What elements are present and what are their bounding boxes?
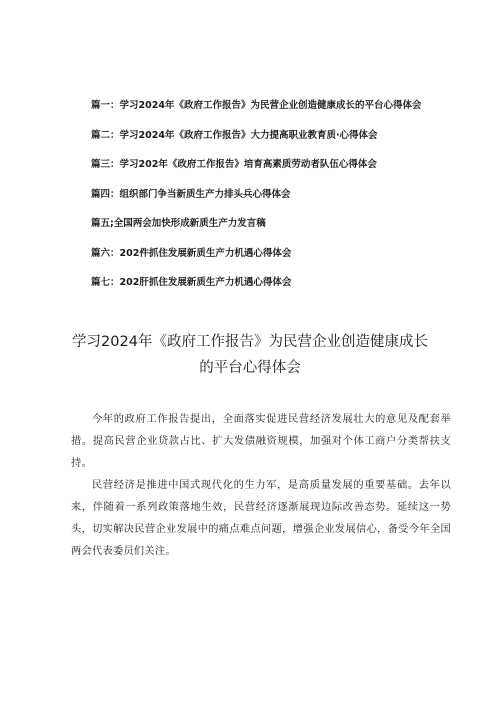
- article-paragraph-2: 民营经济是推进中国式现代化的生力军，是高质量发展的重要基础。去年以来，伴随着一系列政策落地生效，民营经济逐渐展现边际改善态势。延续这一势头，切实解决民营企业发展中的痛点难点问题，增强企业发展信心，备受今年全国两会代表委员们关注。: [71, 480, 451, 557]
- article-title-line-1: 学习2024年《政府工作报告》为民营企业创造健康成长: [72, 334, 428, 350]
- table-of-contents: [91, 98, 471, 305]
- toc-item-6[interactable]: 篇六：202件抓住发展新质生产力机遇心得体会: [91, 247, 292, 259]
- article-body: [71, 409, 451, 563]
- toc-item-2[interactable]: 篇二：学习2024年《政府工作报告》大力提高职业教育质·心得体会: [91, 129, 378, 141]
- toc-item-3[interactable]: 篇三：学习202年《政府工作报告》培育高素质劳动者队伍心得体会: [91, 159, 377, 170]
- article-paragraph-1: 今年的政府工作报告提出，全面落实促进民营经济发展壮大的意见及配套举措。提高民营企业贷款占比、扩大发债融资规模，加强对个体工商户分类帮扶支持。: [71, 414, 451, 469]
- article-title-line-2: 的平台心得体会: [199, 360, 301, 376]
- toc-item-5[interactable]: 篇五;全国两会加快形成新质生产力发言稿: [91, 218, 266, 229]
- toc-item-4[interactable]: 篇四：组织部门争当新质生产力排头兵心得体会: [91, 188, 291, 200]
- toc-item-1[interactable]: 篇一：学习2024年《政府工作报告》为民营企业创造健康成长的平台心得体会: [91, 100, 422, 111]
- toc-item-7[interactable]: 篇七：202肝抓住发展新质生产力机遇心得体会: [91, 277, 292, 288]
